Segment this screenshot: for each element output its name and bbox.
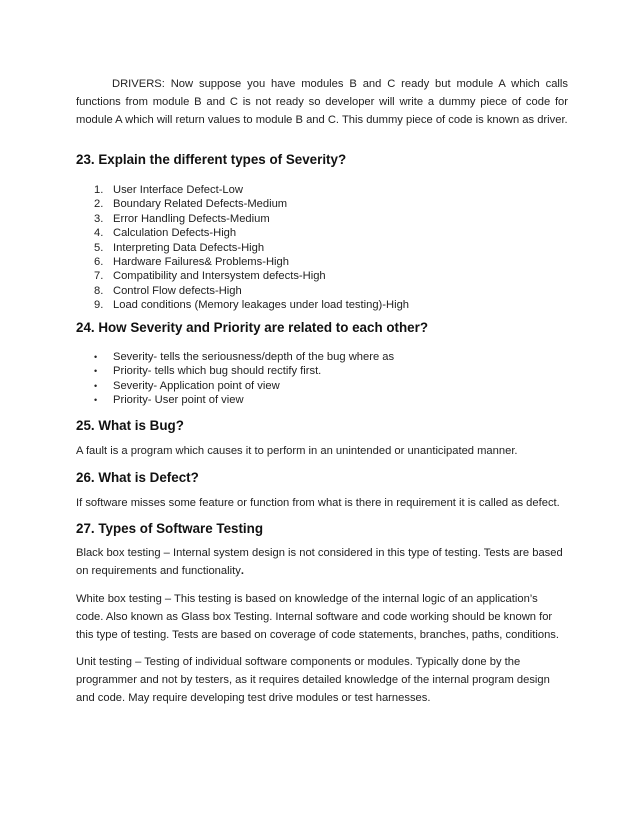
list-item-text: Load conditions (Memory leakages under load testing)-High	[113, 299, 410, 312]
list-item	[94, 212, 409, 226]
list-item-text: Boundary Related Defects-Medium	[113, 198, 288, 211]
list-item	[94, 393, 394, 407]
list-item	[94, 284, 409, 298]
list-item-text: Severity- Application point of view	[113, 379, 280, 392]
list-number: 6.	[94, 256, 104, 269]
list-item	[94, 241, 409, 255]
heading-q27: 27. Types of Software Testing	[76, 521, 264, 536]
black-box-paragraph	[76, 544, 568, 580]
heading-q24: 24. How Severity and Priority are related to each other?	[76, 320, 428, 335]
drivers-text: DRIVERS: Now suppose you have modules B and C ready but module A which calls functions from module B and C is not ready so developer will write a dummy piece of code for module A which will return values to module B and C. This dummy piece of code is known as driver.	[76, 78, 568, 126]
list-number: 4.	[94, 227, 104, 240]
black-box-text: Black box testing – Internal system design is not considered in this type of testing. Tests are based on requirements and functionality	[76, 547, 563, 577]
list-item	[94, 197, 409, 211]
white-box-paragraph: White box testing – This testing is based on knowledge of the internal logic of an application’s code. Also known as Glass box Testing. Internal software and code working should be known for this type of testing. Tests are based on coverage of code statements, branches, paths, conditions.	[76, 593, 560, 641]
list-item-text: Interpreting Data Defects-High	[113, 241, 265, 254]
list-number: 7.	[94, 270, 104, 283]
list-item-text: Severity- tells the seriousness/depth of the bug where as	[113, 351, 395, 363]
list-item-text: Error Handling Defects-Medium	[113, 212, 270, 225]
bug-definition: A fault is a program which causes it to perform in an unintended or unanticipated manner.	[76, 445, 518, 457]
bullet-icon: •	[94, 366, 98, 377]
list-item	[94, 183, 409, 197]
list-item	[94, 226, 409, 240]
severity-priority-list	[94, 350, 394, 408]
drivers-paragraph	[76, 75, 568, 129]
heading-q23: 23. Explain the different types of Severity?	[76, 152, 347, 167]
list-item-text: Compatibility and Intersystem defects-High	[113, 270, 326, 283]
list-item-text: Control Flow defects-High	[113, 284, 242, 297]
list-number: 8.	[94, 284, 104, 297]
list-item-text: Priority- tells which bug should rectify first.	[113, 365, 322, 378]
list-number: 5.	[94, 241, 104, 254]
heading-q25: 25. What is Bug?	[76, 418, 184, 433]
bullet-icon: •	[94, 352, 98, 362]
list-number: 2.	[94, 198, 104, 211]
bullet-icon: •	[94, 380, 98, 391]
list-item	[94, 269, 409, 283]
bullet-icon: •	[94, 395, 98, 406]
severity-list	[94, 183, 409, 313]
heading-q26: 26. What is Defect?	[76, 470, 199, 485]
list-item-text: Priority- User point of view	[113, 394, 244, 407]
list-number: 3.	[94, 212, 104, 225]
black-box-period: .	[240, 565, 244, 577]
list-item	[94, 379, 394, 393]
list-item-text: Calculation Defects-High	[113, 227, 237, 240]
list-item-text: Hardware Failures& Problems-High	[113, 256, 289, 269]
list-item	[94, 350, 394, 364]
list-number: 9.	[94, 299, 104, 312]
unit-testing-paragraph: Unit testing – Testing of individual software components or modules. Typically done by the programmer and not by testers, as it requires detailed knowledge of the internal program design and code. May require developing test drive modules or test harnesses.	[76, 656, 550, 704]
list-item	[94, 298, 409, 312]
defect-definition: If software misses some feature or function from what is there in requirement it is called as defect.	[76, 497, 560, 509]
list-item	[94, 364, 394, 378]
list-item	[94, 255, 409, 269]
list-item-text: User Interface Defect-Low	[113, 184, 243, 196]
list-number: 1.	[94, 184, 104, 196]
